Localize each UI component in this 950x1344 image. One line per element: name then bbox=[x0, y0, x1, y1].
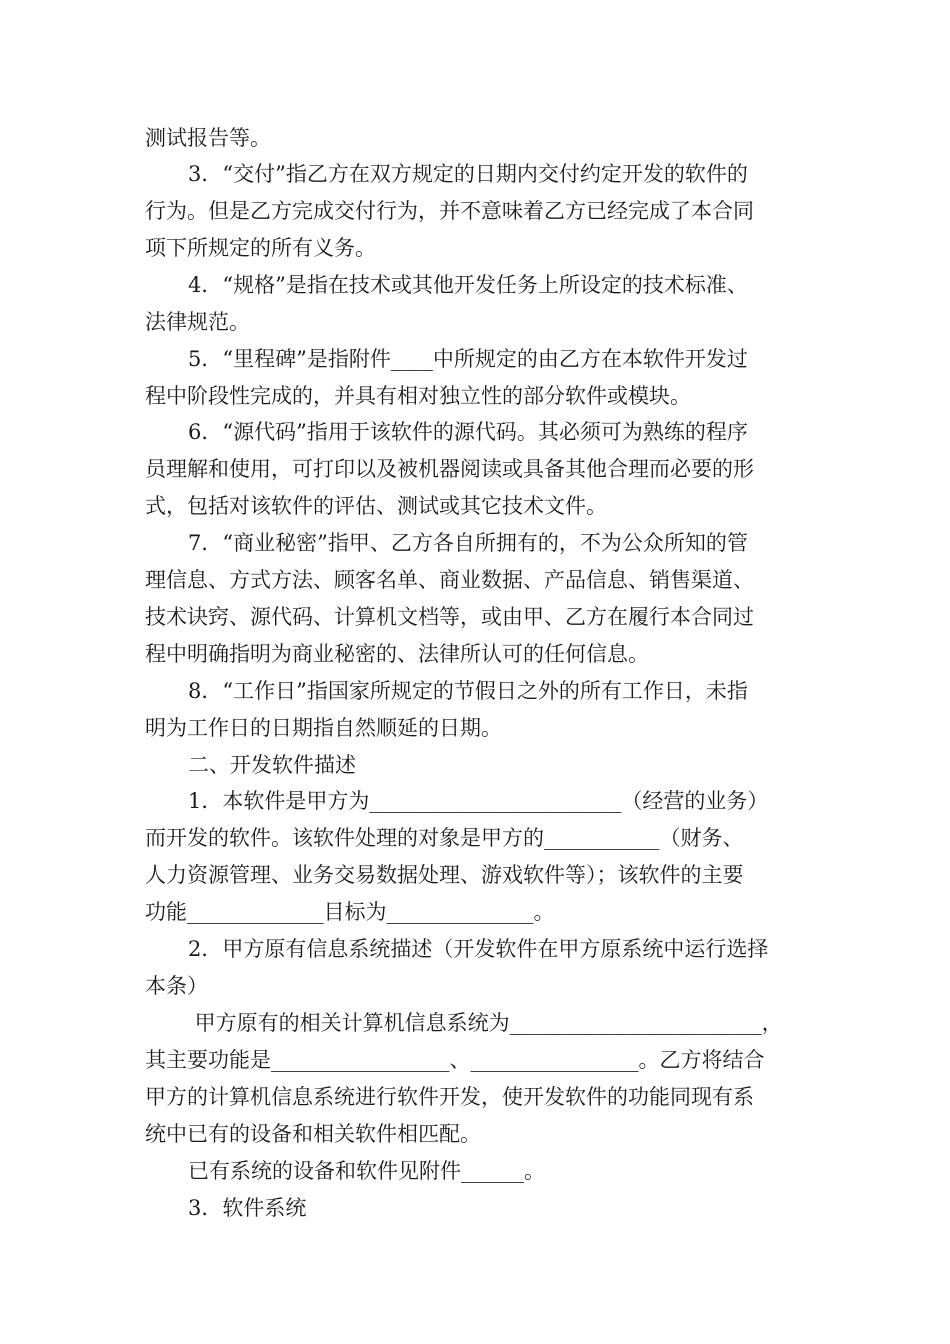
text-line: 式，包括对该软件的评估、测试或其它技术文件。 bbox=[145, 494, 607, 518]
text-line: 2．甲方原有信息系统描述（开发软件在甲方原系统中运行选择 bbox=[188, 937, 769, 961]
subsection-heading: 3．软件系统 bbox=[188, 1196, 307, 1220]
text-line: 其主要功能是_________________、________________。乙方将结合 bbox=[145, 1048, 765, 1072]
text-line: 6．“源代码”指用于该软件的源代码。其必须可为熟练的程序 bbox=[188, 420, 748, 444]
text-line: 甲方原有的相关计算机信息系统为________________________， bbox=[188, 1011, 783, 1035]
text-line: 1．本软件是甲方为________________________（经营的业务） bbox=[188, 789, 769, 813]
text-line: 测试报告等。 bbox=[145, 126, 271, 150]
text-line: 5．“里程碑”是指附件____中所规定的由乙方在本软件开发过 bbox=[188, 347, 748, 371]
section-heading: 二、开发软件描述 bbox=[188, 753, 356, 777]
text-line: 技术诀窍、源代码、计算机文档等，或由甲、乙方在履行本合同过 bbox=[145, 605, 754, 629]
text-line: 理信息、方式方法、顾客名单、商业数据、产品信息、销售渠道、 bbox=[145, 568, 754, 592]
text-line: 程中阶段性完成的，并具有相对独立性的部分软件或模块。 bbox=[145, 384, 691, 408]
text-line: 功能_____________目标为______________。 bbox=[145, 900, 555, 924]
text-line: 4．“规格”是指在技术或其他开发任务上所设定的技术标准、 bbox=[188, 273, 748, 297]
text-line: 甲方的计算机信息系统进行软件开发，使开发软件的功能同现有系 bbox=[145, 1085, 754, 1109]
text-line: 而开发的软件。该软件处理的对象是甲方的___________（财务、 bbox=[145, 826, 744, 850]
text-line: 统中已有的设备和相关软件相匹配。 bbox=[145, 1122, 481, 1146]
text-line: 人力资源管理、业务交易数据处理、游戏软件等）；该软件的主要 bbox=[145, 863, 744, 887]
text-line: 7．“商业秘密”指甲、乙方各自所拥有的，不为公众所知的管 bbox=[188, 531, 748, 555]
text-line: 3．“交付”指乙方在双方规定的日期内交付约定开发的软件的 bbox=[188, 162, 748, 186]
text-line: 行为。但是乙方完成交付行为，并不意味着乙方已经完成了本合同 bbox=[145, 199, 754, 223]
text-line: 已有系统的设备和软件见附件______。 bbox=[188, 1159, 545, 1183]
text-line: 法律规范。 bbox=[145, 310, 250, 334]
text-line: 项下所规定的所有义务。 bbox=[145, 236, 376, 260]
text-line: 8．“工作日”指国家所规定的节假日之外的所有工作日，未指 bbox=[188, 679, 748, 703]
text-line: 程中明确指明为商业秘密的、法律所认可的任何信息。 bbox=[145, 642, 649, 666]
text-line: 明为工作日的日期指自然顺延的日期。 bbox=[145, 716, 502, 740]
text-line: 本条） bbox=[145, 974, 208, 998]
text-line: 员理解和使用，可打印以及被机器阅读或具备其他合理而必要的形 bbox=[145, 457, 754, 481]
